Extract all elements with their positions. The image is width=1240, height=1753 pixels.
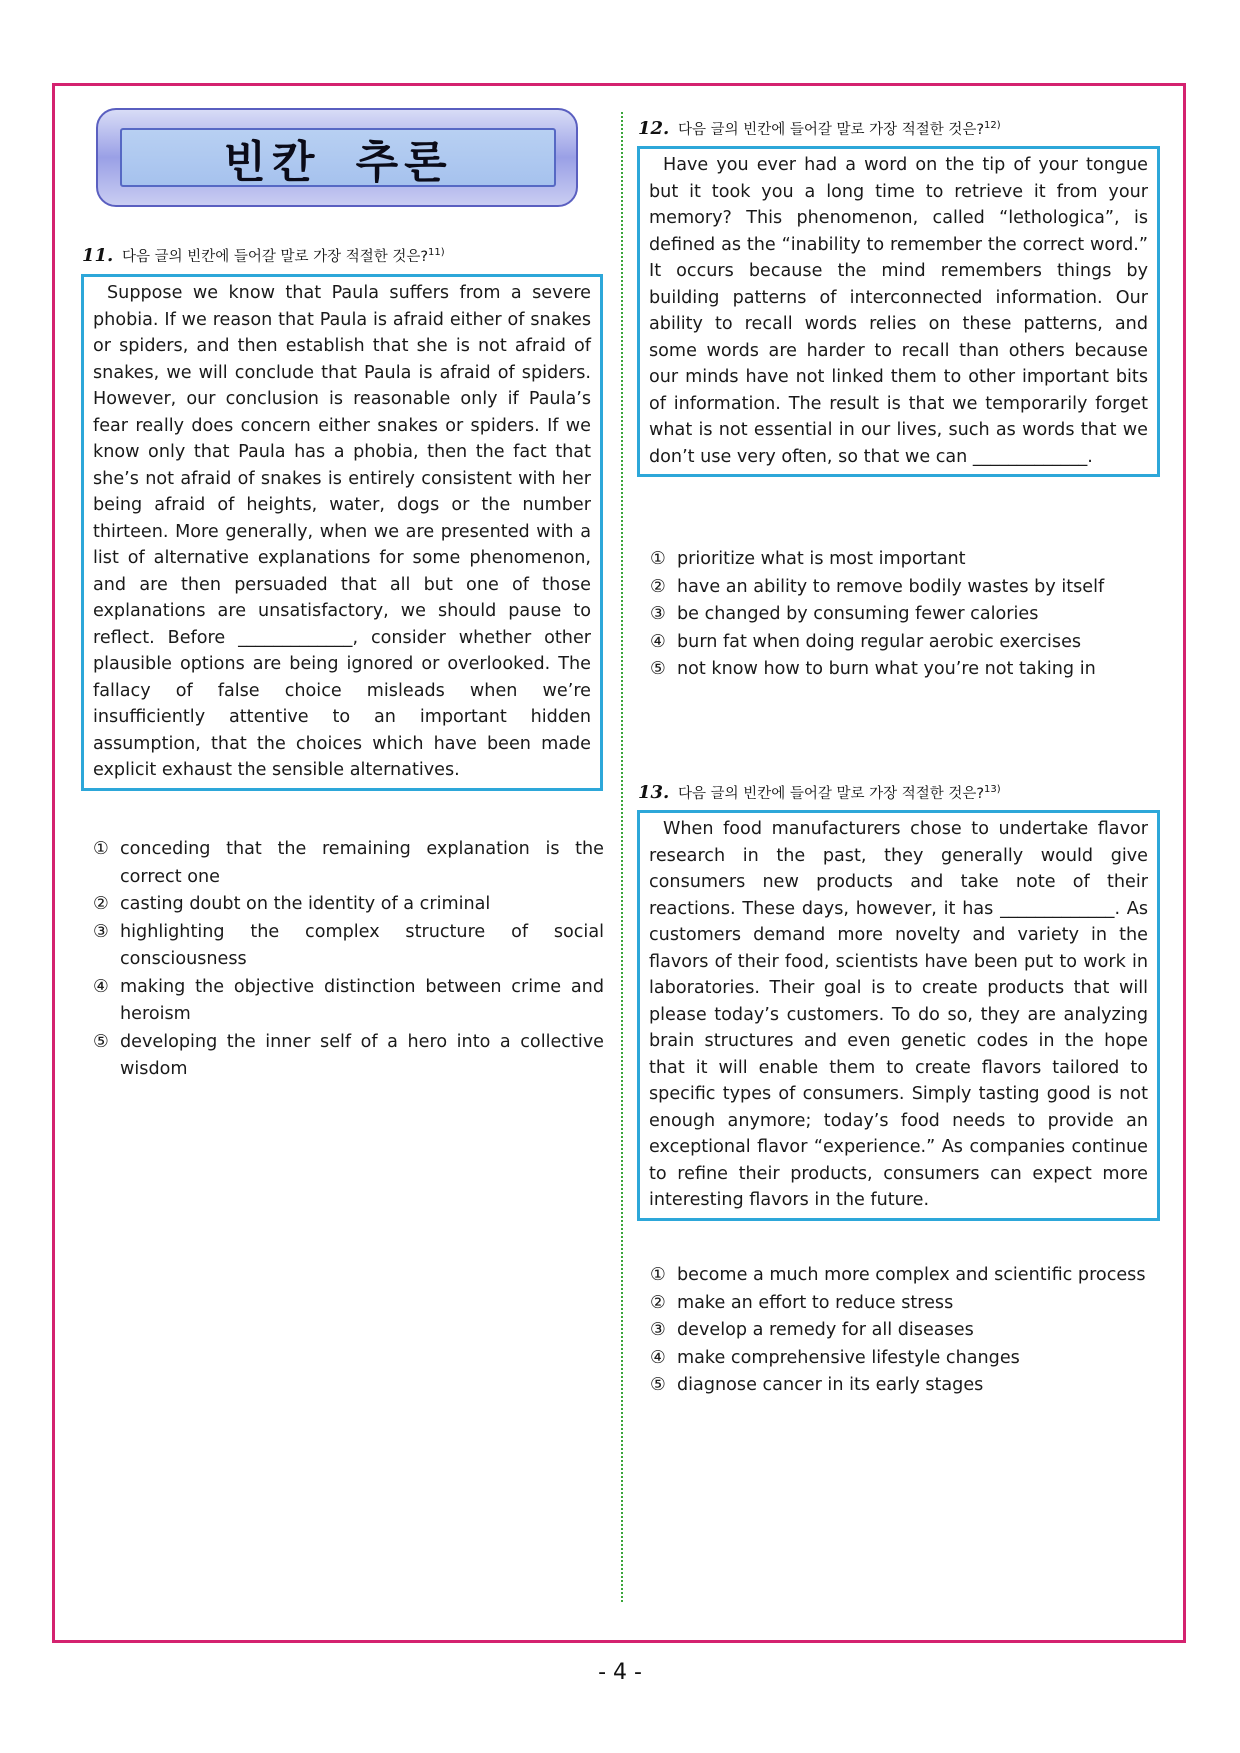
passage-text: Suppose we know that Paula suffers from a severe phobia. If we reason that Paula is afraid either of snakes or spiders, and then establish that she is not afraid of snakes, we will conclude that Paula is afraid of spiders. However, our conclusion is reasonable only if Paula’s fear really does concern either snakes or spiders. If we know only that Paula has a phobia, then the fact that she’s not afraid of snakes is entirely consistent with her being afraid of heights, water, dogs or the number thirteen. More generally, when we are presented with a list of alternative explanations for some phenomenon, and are then persuaded that all but one of those explanations are unsatisfactory, we should pause to reflect. Before _____________, consider whether other plausible options are being ignored or overlooked. The fallacy of false choice misleads when we’re insufficiently attentive to an important hidden assumption, that the choices which have been made explicit exhaust the sensible alternatives. <box>93 283 591 780</box>
option-number: ③ <box>650 1320 666 1340</box>
question-prompt: 다음 글의 빈칸에 들어갈 말로 가장 적절한 것은? <box>677 786 985 802</box>
option[interactable] <box>650 1262 1160 1290</box>
question-ref: 13) <box>984 784 1001 796</box>
page-number: - 4 - <box>598 1660 642 1685</box>
section-title: 빈칸 추론 <box>223 136 453 188</box>
option-number: ③ <box>93 921 109 942</box>
option-number: ① <box>650 549 666 569</box>
option[interactable] <box>650 1290 1160 1318</box>
option-number: ② <box>650 1292 666 1313</box>
question-13-options <box>650 1262 1160 1400</box>
option-text: developing the inner self of a hero into a collective wisdom <box>120 1031 604 1079</box>
option[interactable] <box>650 546 1160 574</box>
option[interactable] <box>93 891 604 919</box>
question-13-header <box>638 782 1001 803</box>
question-number: 12. <box>638 118 670 139</box>
option[interactable] <box>650 1317 1160 1345</box>
option-text: develop a remedy for all diseases <box>677 1320 974 1340</box>
question-12-passage <box>637 146 1160 477</box>
option-text: make an effort to reduce stress <box>677 1292 954 1313</box>
option[interactable] <box>650 1345 1160 1373</box>
option-text: conceding that the remaining explanation is the correct one <box>120 839 604 887</box>
option-number: ④ <box>93 976 109 997</box>
option-number: ① <box>650 1265 666 1285</box>
option[interactable] <box>650 601 1160 629</box>
option-text: prioritize what is most important <box>677 549 966 569</box>
option-number: ② <box>93 894 109 914</box>
option-text: making the objective distinction between crime and heroism <box>120 976 604 1024</box>
question-number: 11. <box>82 245 114 266</box>
question-number: 13. <box>638 782 670 803</box>
option[interactable] <box>93 974 604 1029</box>
option-number: ④ <box>650 631 666 652</box>
option[interactable] <box>650 1372 1160 1400</box>
question-11-header <box>82 245 445 266</box>
option-number: ② <box>650 576 666 597</box>
option-text: casting doubt on the identity of a criminal <box>120 894 491 914</box>
question-11-passage <box>81 274 603 791</box>
question-prompt: 다음 글의 빈칸에 들어갈 말로 가장 적절한 것은? <box>677 122 985 138</box>
option-text: have an ability to remove bodily wastes by itself <box>677 576 1105 597</box>
option[interactable] <box>93 919 604 974</box>
option-number: ① <box>93 839 109 859</box>
question-12-header <box>638 118 1001 139</box>
question-13-passage <box>637 810 1160 1221</box>
option-text: not know how to burn what you’re not taking in <box>677 659 1096 679</box>
option-text: diagnose cancer in its early stages <box>677 1375 984 1395</box>
option-number: ⑤ <box>93 1031 109 1052</box>
option-text: become a much more complex and scientific process <box>677 1265 1146 1285</box>
option[interactable] <box>93 1029 604 1084</box>
section-title-box <box>120 128 556 187</box>
option[interactable] <box>93 836 604 891</box>
question-prompt: 다음 글의 빈칸에 들어갈 말로 가장 적절한 것은? <box>121 249 429 265</box>
option-number: ④ <box>650 1347 666 1368</box>
column-divider <box>621 112 623 1602</box>
question-ref: 11) <box>428 247 445 259</box>
question-ref: 12) <box>984 120 1001 132</box>
option-text: highlighting the complex structure of social consciousness <box>120 921 604 969</box>
question-11-options <box>93 836 604 1084</box>
option-text: make comprehensive lifestyle changes <box>677 1347 1020 1368</box>
passage-text: When food manufacturers chose to undertake flavor research in the past, they generally would give consumers new products and take note of their reactions. These days, however, it has _____________. As customers demand more novelty and variety in the flavors of their food, scientists have been put to work in laboratories. Their goal is to create products that will please today’s customers. To do so, they are analyzing brain structures and even genetic codes in the hope that it will enable them to create flavors tailored to specific types of consumers. Simply tasting good is not enough anymore; today’s food needs to provide an exceptional flavor “experience.” As companies continue to refine their products, consumers can expect more interesting flavors in the future. <box>649 819 1148 1210</box>
option[interactable] <box>650 629 1160 657</box>
question-12-options <box>650 546 1160 684</box>
option[interactable] <box>650 656 1160 684</box>
option-number: ③ <box>650 604 666 624</box>
option-text: burn fat when doing regular aerobic exercises <box>677 631 1082 652</box>
option-number: ⑤ <box>650 659 666 679</box>
option-number: ⑤ <box>650 1375 666 1395</box>
option-text: be changed by consuming fewer calories <box>677 604 1039 624</box>
passage-text: Have you ever had a word on the tip of your tongue but it took you a long time to retrieve it from your memory? This phenomenon, called “lethologica”, is defined as the “inability to remember the correct word.” It occurs because the mind remembers things by building patterns of interconnected information. Our ability to recall words relies on these patterns, and some words are harder to recall than others because our minds have not linked them to other important bits of information. The result is that we temporarily forget what is not essential in our lives, such as words that we don’t use very often, so that we can _____________. <box>649 155 1148 467</box>
option[interactable] <box>650 574 1160 602</box>
